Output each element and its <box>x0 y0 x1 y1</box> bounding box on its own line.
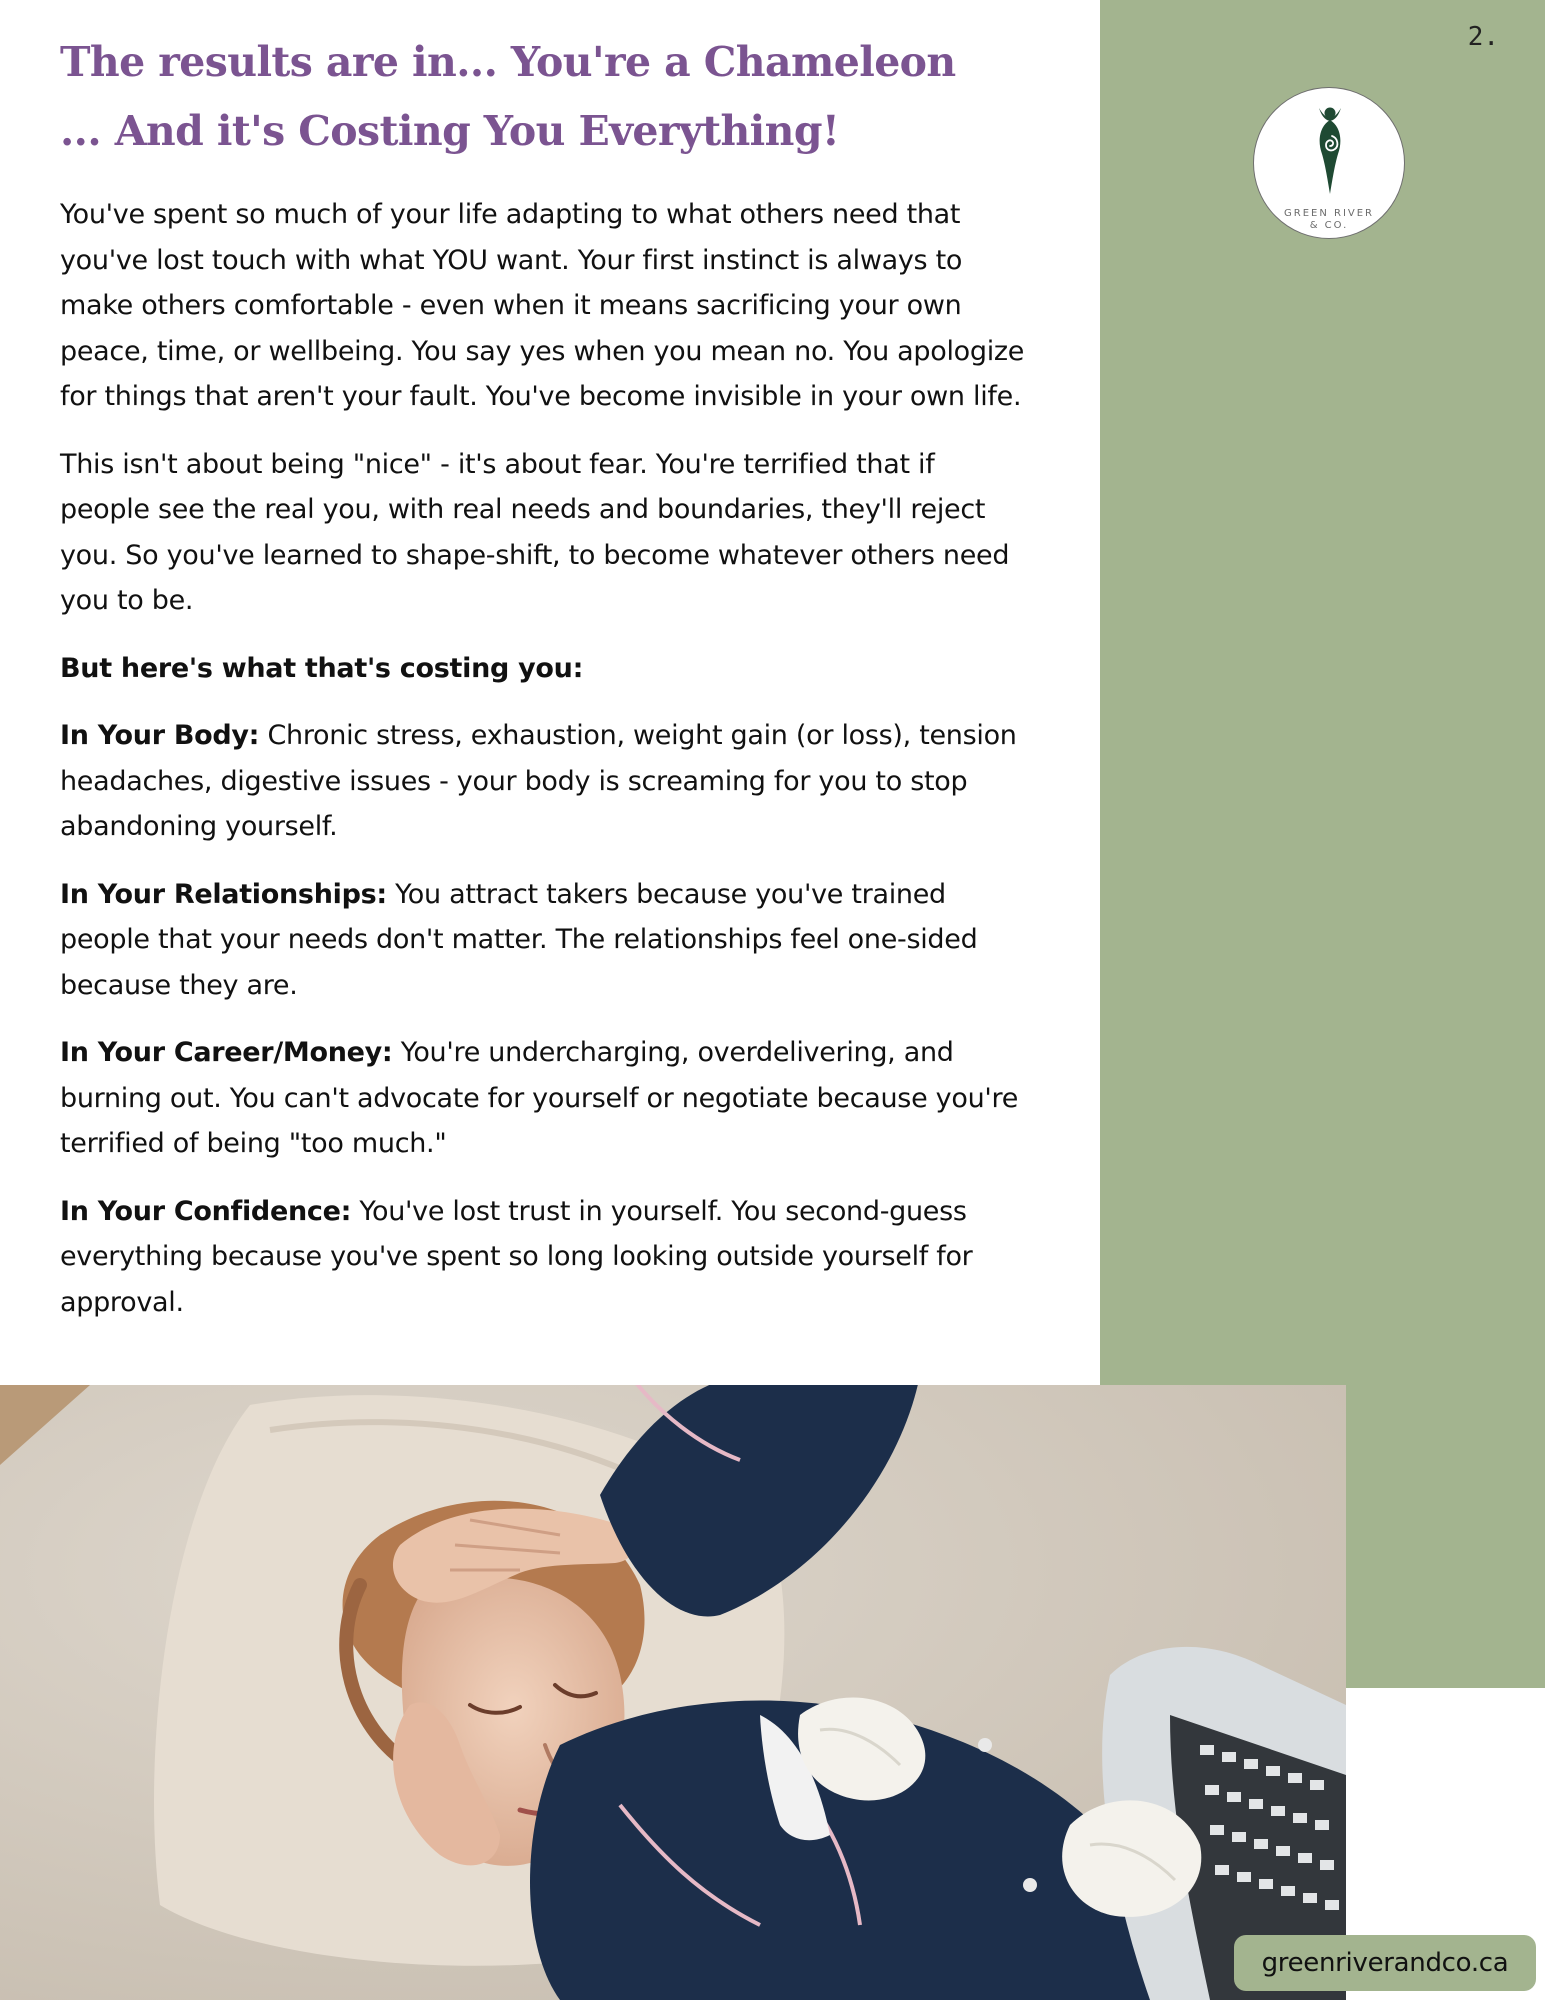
logo-text-line2: & CO. <box>1309 220 1349 231</box>
career-section <box>60 1030 1030 1167</box>
body-section <box>60 713 1030 850</box>
confidence-section-label: In Your Confidence: <box>60 1195 352 1227</box>
relationships-section-label: In Your Relationships: <box>60 878 387 910</box>
title-line-1: The results are in... You're a Chameleon <box>60 38 956 86</box>
stressed-woman-photo <box>0 1385 1346 2000</box>
main-content <box>60 28 1030 1347</box>
goddess-spiral-icon <box>1280 100 1380 200</box>
fear-paragraph: This isn't about being "nice" - it's about fear. You're terrified that if people see the real you, with real needs and boundaries, they'll reject you. So you've learned to shape-shift, to become whatever others need you to be. <box>60 448 1010 616</box>
page-title <box>60 28 1030 166</box>
body-section-text: Chronic stress, exhaustion, weight gain (or loss), tension headaches, digestive issues - your body is screaming for you to stop abandoning yourself. <box>60 720 1017 842</box>
body-section-label: In Your Body: <box>60 720 260 751</box>
logo-text-line1: GREEN RIVER <box>1284 208 1374 219</box>
intro-paragraph: You've spent so much of your life adapting to what others need that you've lost touch with what YOU want. Your first instinct is always to make others comfortable - even when it means sacrificing your own peace, time, or wellbeing. You say yes when you mean no. You apologize for things that aren't your fault. You've become invisible in your own life. <box>60 199 1025 412</box>
title-line-2: ... And it's Costing You Everything! <box>60 107 840 155</box>
website-url[interactable]: greenriverandco.ca <box>1234 1935 1536 1991</box>
relationships-section-text: You attract takers because you've trained people that your needs don't matter. The relationships feel one-sided because they are. <box>60 878 978 1001</box>
page-number: 2. <box>1467 22 1499 52</box>
relationships-section <box>60 872 1030 1009</box>
confidence-section <box>60 1189 1030 1326</box>
confidence-section-text: You've lost trust in yourself. You second-guess everything because you've spent so long looking outside yourself for approval. <box>60 1195 973 1318</box>
career-section-label: In Your Career/Money: <box>60 1037 393 1068</box>
costing-heading: But here's what that's costing you: <box>60 652 584 684</box>
brand-logo <box>1253 87 1405 239</box>
career-section-text: You're undercharging, overdelivering, and burning out. You can't advocate for yourself or negotiate because you're terrified of being "too much." <box>60 1037 1019 1159</box>
